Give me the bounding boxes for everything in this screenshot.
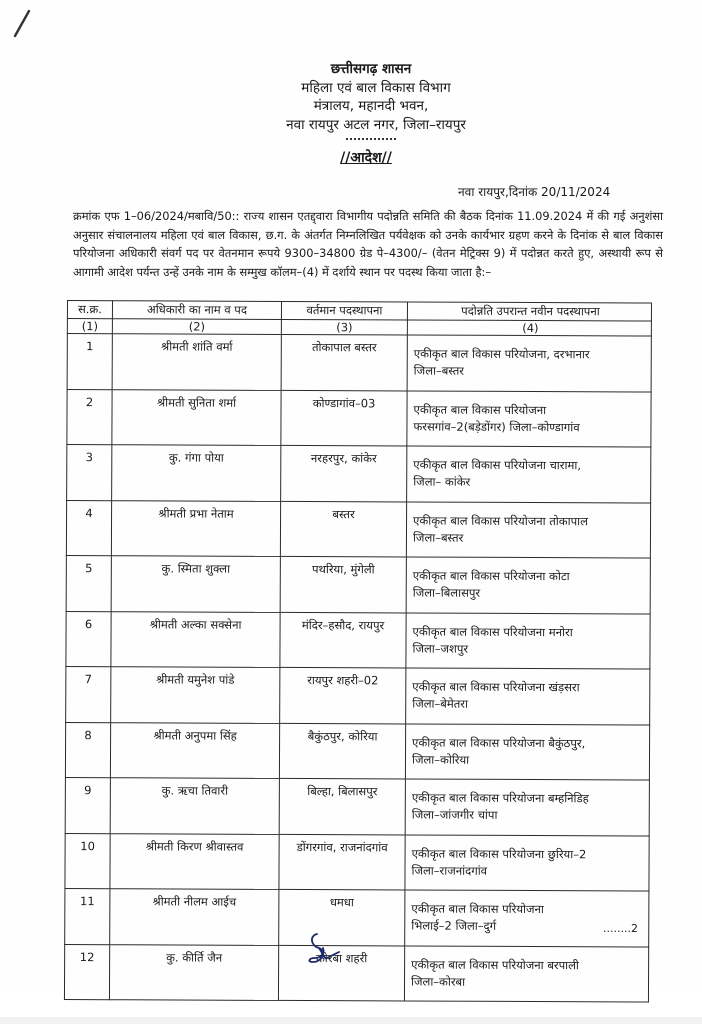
table-row [64,944,648,1002]
serial-number: 6 [66,611,111,667]
current-posting: डोंगरगांव, राजनांदगांव [279,834,405,890]
officer-name: श्रीमती किरण श्रीवास्तव [110,833,279,889]
new-posting-line2: जिला–कोरबा [411,974,466,989]
column-number: (3) [281,319,407,335]
current-posting: बिल्हा, बिलासपुर [279,778,405,834]
serial-number: 10 [65,833,110,889]
new-posting-line2: भिलाई–2 जिला–दुर्ग [411,918,497,933]
new-posting-line1: एकीकृत बाल विकास परियोजना [411,901,544,917]
serial-number: 9 [65,777,110,833]
serial-number: 1 [67,334,112,390]
new-posting [406,612,650,669]
new-posting-line2: जिला–बस्तर [413,363,465,378]
officer-name: कु. ऋचा तिवारी [110,778,279,834]
new-posting [405,890,649,947]
screenshot-bottom-edge [0,1017,702,1024]
new-posting-line2: जिला–जांजगीर चांपा [411,807,498,822]
letterhead [0,60,702,134]
new-posting-line1: एकीकृत बाल विकास परियोजना छुरिया–2 [411,846,587,861]
serial-number: 11 [65,888,110,944]
serial-number: 4 [66,500,111,556]
serial-number: 7 [66,666,111,722]
officer-name: श्रीमती यमुनेश पांडे [111,667,280,723]
current-posting: रायपुर शहरी–02 [280,667,406,723]
new-posting-line1: एकीकृत बाल विकास परियोजना बरपाली [411,957,579,972]
new-posting-line1: एकीकृत बाल विकास परियोजना खंड़सरा [412,679,580,695]
new-posting [405,779,649,836]
officer-name: कु. गंगा पोया [112,445,281,501]
office-address: नवा रायपुर अटल नगर, जिला–रायपुर [286,116,466,133]
table-row [67,445,651,503]
officer-name: श्रीमती प्रभा नेताम [111,500,280,556]
serial-number: 12 [64,944,109,1000]
table-row [67,334,651,392]
current-posting: बैकुंठपुर, कोरिया [279,723,405,779]
officer-name: श्रीमती अल्का सक्सेना [111,611,280,667]
government-name: छत्तीसगढ़ शासन [330,61,412,77]
new-posting-line2: जिला–राजनांदगांव [411,863,488,878]
new-posting-line2: जिला–जशपुर [412,641,469,656]
table-row [66,666,650,724]
officer-name: श्रीमती नीलम आईच [110,889,279,945]
order-title: //आदेश// [340,150,392,166]
current-posting: पथरिया, मुंगेली [280,556,406,612]
order-body-paragraph: क्रमांक एफ 1–06/2024/मबावि/50:: राज्य शासन एतद्द्वारा विभागीय पदोन्नति समिति की बैठक दिनांक 11.09.2024 में की गई अनुशंसा अनुसार संचालनालय महिला एवं बाल विकास, छ.ग. के अंतर्गत निम्नलिखित पर्यवेक्षक को उनके कार्यभार ग्रहण करने के दिनांक से बाल विकास परियोजना अधिकारी संवर्ग पद पर वेतनमान रूपये 9300–34800 ग्रेड पे–4300/– (वेतन मेट्रिक्स 9) में पदोन्नत करते हुए, अस्थायी रूप से आगामी आदेश पर्यन्त उन्हें उनके नाम के सम्मुख कॉलम–(4) में दर्शाये स्थान पर पदस्थ किया जाता है:– [73,209,663,279]
current-posting: कोरबा शहरी [278,945,404,1001]
new-posting [407,335,651,392]
current-posting: मंदिर–हसौद, रायपुर [280,612,406,668]
header-divider [346,138,396,140]
new-posting [404,945,648,1002]
department-name: महिला एवं बाल विकास विभाग [301,79,451,96]
officer-name: कु. कीर्ति जैन [109,944,278,1000]
officer-name: श्रीमती सुनिता शर्मा [112,389,281,445]
new-posting [405,834,649,891]
new-posting [405,723,649,780]
officer-name: श्रीमती अनुपमा सिंह [110,722,279,778]
table-row [67,389,651,447]
header-current-posting: वर्तमान पदस्थापना [281,301,407,320]
pen-stroke-mark [12,8,32,38]
new-posting-line1: एकीकृत बाल विकास परियोजना [413,402,547,417]
serial-number: 8 [65,722,110,778]
table-row [66,500,650,558]
officer-name: श्रीमती शांति वर्मा [112,334,281,390]
column-number: (2) [112,319,281,335]
serial-number: 5 [66,555,111,611]
current-posting: धमधा [279,889,405,945]
table-row [66,611,650,669]
new-posting-line1: एकीकृत बाल विकास परियोजना कोटा [412,568,570,584]
new-posting [407,446,651,503]
new-posting [406,557,650,614]
new-posting-line1: एकीकृत बाल विकास परियोजना मनोरा [412,624,573,639]
new-posting-line1: एकीकृत बाल विकास परियोजना तोकापाल [413,513,588,528]
order-body-text [73,189,663,281]
table-row [65,777,649,835]
new-posting-line1: एकीकृत बाल विकास परियोजना, दरभानार [413,346,590,362]
new-posting-line2: जिला– कांकेर [413,474,471,489]
new-posting [406,668,650,725]
new-posting-line1: एकीकृत बाल विकास परियोजना चारामा, [413,457,582,473]
current-posting: तोकापाल बस्तर [281,334,407,390]
new-posting-line2: फरसगांव–2(बड़ेडोंगर) जिला–कोण्डागांव [413,419,580,434]
current-posting: कोण्डागांव–03 [281,390,407,446]
new-posting [407,390,651,447]
serial-number: 3 [67,445,112,501]
new-posting-line2: जिला–बेमेतरा [412,696,468,711]
new-posting [406,501,650,558]
signature [303,928,343,968]
header-new-posting: पदोन्नति उपरान्त नवीन पदस्थापना [407,302,651,321]
current-posting: बस्तर [280,501,406,557]
header-serial: स.क्र. [67,301,112,319]
officer-name: कु. स्मिता शुक्ला [111,556,280,612]
table-row [65,888,649,946]
new-posting-line1: एकीकृत बाल विकास परियोजना बैकुंठपुर, [412,735,586,750]
table-row [66,555,650,613]
column-number: (4) [407,320,651,336]
serial-number: 2 [67,389,112,445]
header-officer-name: अधिकारी का नाम व पद [112,301,281,320]
new-posting-line1: एकीकृत बाल विकास परियोजना बम्हनिडिह [411,790,589,806]
order-date: नवा रायपुर,दिनांक 20/11/2024 [458,185,611,199]
new-posting-line2: जिला–कोरिया [411,752,470,767]
current-posting: नरहरपुर, कांकेर [281,445,407,501]
table-row [65,833,649,891]
office-name: मंत्रालय, महानदी भवन, [313,98,429,114]
new-posting-line2: जिला–बिलासपुर [412,585,481,600]
column-number: (1) [67,319,112,334]
table-row [65,722,649,780]
promotion-table [64,300,652,1003]
new-posting-line2: जिला–बस्तर [412,530,464,545]
page-continuation: ........2 [603,922,638,935]
